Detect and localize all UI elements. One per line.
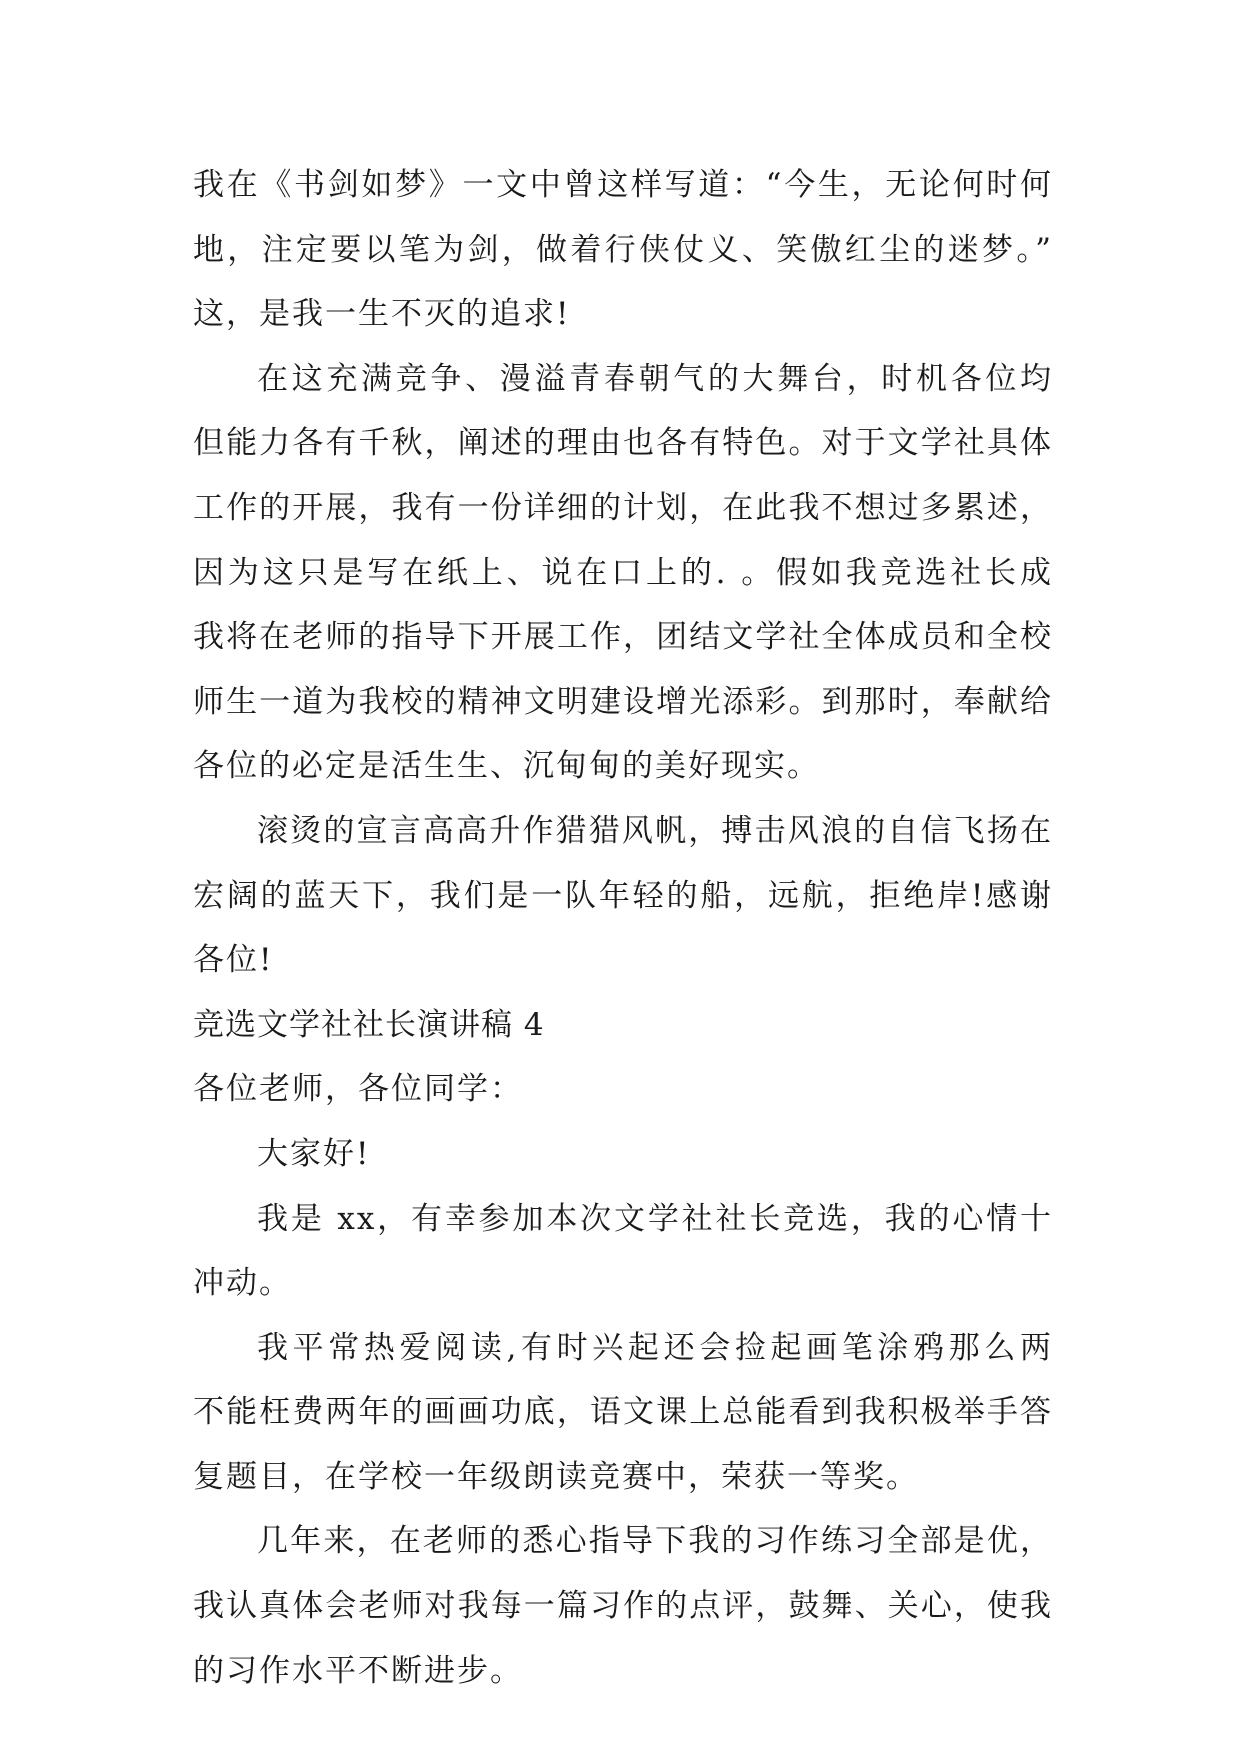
text-line: 各位的必定是活生生、沉甸甸的美好现实。 [193,748,820,785]
text-line: 我认真体会老师对我每一篇习作的点评，鼓舞、关心，使我 [193,1588,1053,1625]
text-line: 滚烫的宣言高高升作猎猎风帆，搏击风浪的自信飞扬在 [257,812,1053,849]
text-line: 几年来，在老师的悉心指导下我的习作练习全部是优， [257,1523,1053,1560]
salutation: 各位老师，各位同学： [193,1071,523,1108]
paragraph-hobbies [193,1316,1053,1510]
text-line: 的习作水平不断进步。 [193,1652,523,1689]
text-line: 复题目，在学校一年级朗读竞赛中，荣获一等奖。 [193,1458,919,1495]
greeting: 大家好! [257,1135,371,1172]
text-line: 这，是我一生不灭的追求! [193,296,571,333]
text-line: 各位! [193,942,274,979]
text-line: 在这充满竞争、漫溢青春朝气的大舞台，时机各位均 [257,360,1053,397]
text-line: 我是 xx，有幸参加本次文学社社长竞选，我的心情十 [257,1200,1053,1237]
text-line: 宏阔的蓝天下，我们是一队年轻的船，远航，拒绝岸!感谢 [193,877,1053,914]
text-line: 师生一道为我校的精神文明建设增光添彩。到那时，奉献给 [193,683,1053,720]
paragraph-closing-declaration [193,799,1053,993]
paragraph-competition-plan [193,347,1053,799]
text-line: 我平常热爱阅读,有时兴起还会捡起画笔涂鸦那么两 [257,1329,1053,1366]
paragraph-writing-progress [193,1509,1053,1703]
text-line: 冲动。 [193,1265,292,1302]
text-line: 因为这只是写在纸上、说在口上的. 。假如我竞选社长成 [193,554,1053,591]
text-line: 我在《书剑如梦》一文中曾这样写道：“今生，无论何时何 [193,167,1053,203]
paragraph-book-sword-quote [193,153,1053,347]
text-line: 但能力各有千秋，阐述的理由也各有特色。对于文学社具体 [193,425,1053,462]
text-line: 我将在老师的指导下开展工作，团结文学社全体成员和全校 [193,619,1053,656]
speech-title: 竞选文学社社长演讲稿 4 [193,1006,545,1043]
document-body [193,153,1053,1703]
text-line: 地，注定要以笔为剑，做着行侠仗义、笑傲红尘的迷梦。” [193,231,1053,268]
text-line: 不能枉费两年的画画功底，语文课上总能看到我积极举手答 [193,1394,1053,1431]
text-line: 工作的开展，我有一份详细的计划，在此我不想过多累述， [193,489,1053,526]
paragraph-self-introduction [193,1187,1053,1316]
